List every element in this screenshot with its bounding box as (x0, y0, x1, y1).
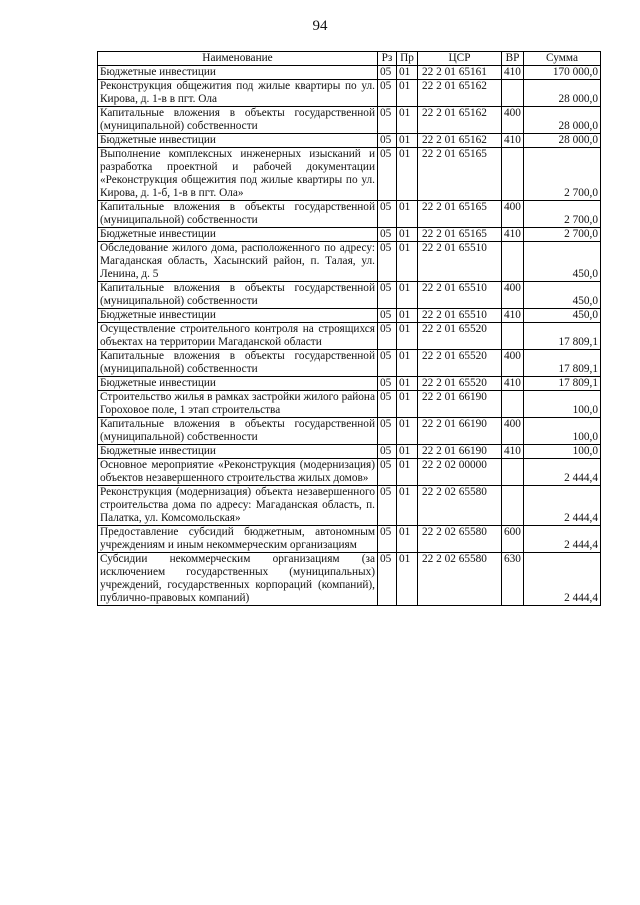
table-body (98, 66, 601, 606)
cell-pr: 01 (397, 309, 418, 323)
cell-pr: 01 (397, 323, 418, 350)
page-number: 94 (312, 18, 328, 34)
cell-csr: 22 2 02 00000 (418, 459, 502, 486)
cell-vr: 400 (502, 350, 524, 377)
cell-rz: 05 (378, 309, 397, 323)
cell-rz: 05 (378, 350, 397, 377)
cell-vr (502, 486, 524, 526)
cell-csr: 22 2 01 65161 (418, 66, 502, 80)
cell-vr: 410 (502, 377, 524, 391)
cell-vr (502, 242, 524, 282)
cell-sum: 2 444,4 (524, 459, 601, 486)
cell-sum: 17 809,1 (524, 377, 601, 391)
header-vr: ВР (502, 52, 524, 66)
cell-vr (502, 391, 524, 418)
cell-vr (502, 80, 524, 107)
cell-vr: 410 (502, 445, 524, 459)
table-row (98, 391, 601, 418)
table-row (98, 228, 601, 242)
table-row (98, 107, 601, 134)
table-row (98, 66, 601, 80)
cell-csr: 22 2 01 65510 (418, 282, 502, 309)
table-row (98, 553, 601, 606)
cell-rz: 05 (378, 242, 397, 282)
cell-name: Предоставление субсидий бюджетным, автономным учреждениям и иным некоммерческим организациям (98, 526, 378, 553)
header-name: Наименование (98, 52, 378, 66)
cell-sum: 2 700,0 (524, 201, 601, 228)
cell-csr: 22 2 01 66190 (418, 391, 502, 418)
cell-csr: 22 2 02 65580 (418, 553, 502, 606)
cell-csr: 22 2 01 65162 (418, 80, 502, 107)
table-row (98, 134, 601, 148)
table-row (98, 350, 601, 377)
cell-rz: 05 (378, 66, 397, 80)
cell-rz: 05 (378, 228, 397, 242)
cell-vr: 630 (502, 553, 524, 606)
table-row (98, 418, 601, 445)
cell-rz: 05 (378, 134, 397, 148)
cell-name: Обследование жилого дома, расположенного по адресу: Магаданская область, Хасынский район, п. Талая, ул. Ленина, д. 5 (98, 242, 378, 282)
cell-csr: 22 2 01 65510 (418, 242, 502, 282)
cell-name: Реконструкция общежития под жилые квартиры по ул. Кирова, д. 1-в в пгт. Ола (98, 80, 378, 107)
cell-pr: 01 (397, 553, 418, 606)
cell-pr: 01 (397, 80, 418, 107)
table-row (98, 242, 601, 282)
cell-csr: 22 2 02 65580 (418, 486, 502, 526)
cell-pr: 01 (397, 526, 418, 553)
cell-csr: 22 2 01 65520 (418, 350, 502, 377)
cell-sum: 450,0 (524, 309, 601, 323)
header-pr: Пр (397, 52, 418, 66)
cell-rz: 05 (378, 445, 397, 459)
table-row (98, 201, 601, 228)
cell-csr: 22 2 01 66190 (418, 418, 502, 445)
cell-rz: 05 (378, 107, 397, 134)
cell-rz: 05 (378, 391, 397, 418)
cell-csr: 22 2 01 65162 (418, 134, 502, 148)
cell-name: Капитальные вложения в объекты государственной (муниципальной) собственности (98, 418, 378, 445)
cell-sum: 100,0 (524, 445, 601, 459)
cell-pr: 01 (397, 418, 418, 445)
cell-pr: 01 (397, 377, 418, 391)
cell-csr: 22 2 01 65165 (418, 201, 502, 228)
cell-name: Реконструкция (модернизация) объекта незавершенного строительства дома по адресу: Магаданская область, п. Палатка, ул. Комсомольская» (98, 486, 378, 526)
table-row (98, 282, 601, 309)
cell-csr: 22 2 01 65165 (418, 228, 502, 242)
table-row (98, 486, 601, 526)
budget-table (97, 51, 601, 606)
cell-name: Осуществление строительного контроля на строящихся объектах на территории Магаданской области (98, 323, 378, 350)
cell-vr (502, 148, 524, 201)
cell-name: Бюджетные инвестиции (98, 377, 378, 391)
cell-pr: 01 (397, 391, 418, 418)
table-row (98, 526, 601, 553)
cell-sum: 170 000,0 (524, 66, 601, 80)
cell-csr: 22 2 01 65520 (418, 377, 502, 391)
table-row (98, 148, 601, 201)
cell-sum: 2 444,4 (524, 486, 601, 526)
table-row (98, 459, 601, 486)
cell-csr: 22 2 02 65580 (418, 526, 502, 553)
cell-name: Бюджетные инвестиции (98, 66, 378, 80)
cell-name: Бюджетные инвестиции (98, 134, 378, 148)
table-row (98, 377, 601, 391)
cell-name: Субсидии некоммерческим организациям (за исключением государственных (муниципальных) учреждений, государственных корпораций (компаний), публично-правовых компаний) (98, 553, 378, 606)
cell-vr: 400 (502, 418, 524, 445)
cell-vr: 410 (502, 228, 524, 242)
cell-name: Капитальные вложения в объекты государственной (муниципальной) собственности (98, 201, 378, 228)
header-sum: Сумма (524, 52, 601, 66)
cell-rz: 05 (378, 282, 397, 309)
cell-name: Капитальные вложения в объекты государственной (муниципальной) собственности (98, 350, 378, 377)
cell-pr: 01 (397, 228, 418, 242)
header-rz: Рз (378, 52, 397, 66)
cell-name: Капитальные вложения в объекты государственной (муниципальной) собственности (98, 107, 378, 134)
cell-name: Капитальные вложения в объекты государственной (муниципальной) собственности (98, 282, 378, 309)
cell-sum: 17 809,1 (524, 350, 601, 377)
cell-vr: 400 (502, 107, 524, 134)
cell-pr: 01 (397, 242, 418, 282)
cell-sum: 450,0 (524, 282, 601, 309)
cell-vr (502, 323, 524, 350)
budget-table-container (97, 51, 600, 606)
cell-name: Бюджетные инвестиции (98, 309, 378, 323)
cell-pr: 01 (397, 350, 418, 377)
cell-rz: 05 (378, 377, 397, 391)
cell-sum: 17 809,1 (524, 323, 601, 350)
cell-pr: 01 (397, 66, 418, 80)
cell-name: Бюджетные инвестиции (98, 228, 378, 242)
cell-pr: 01 (397, 148, 418, 201)
table-row (98, 323, 601, 350)
cell-vr (502, 459, 524, 486)
table-row (98, 80, 601, 107)
cell-rz: 05 (378, 553, 397, 606)
cell-sum: 2 444,4 (524, 553, 601, 606)
cell-pr: 01 (397, 282, 418, 309)
cell-name: Выполнение комплексных инженерных изысканий и разработка проектной и рабочей документации «Реконструкция общежития под жилые квартиры по ул. Кирова, д. 1-б, 1-в в пгт. Ола» (98, 148, 378, 201)
cell-sum: 100,0 (524, 418, 601, 445)
cell-vr: 400 (502, 201, 524, 228)
cell-pr: 01 (397, 459, 418, 486)
cell-name: Основное мероприятие «Реконструкция (модернизация) объектов незавершенного строительства жилых домов» (98, 459, 378, 486)
cell-pr: 01 (397, 134, 418, 148)
cell-vr: 400 (502, 282, 524, 309)
cell-rz: 05 (378, 148, 397, 201)
cell-csr: 22 2 01 65520 (418, 323, 502, 350)
cell-sum: 28 000,0 (524, 107, 601, 134)
cell-sum: 28 000,0 (524, 134, 601, 148)
cell-csr: 22 2 01 65162 (418, 107, 502, 134)
table-row (98, 309, 601, 323)
cell-vr: 410 (502, 66, 524, 80)
header-csr: ЦСР (418, 52, 502, 66)
cell-rz: 05 (378, 459, 397, 486)
cell-rz: 05 (378, 80, 397, 107)
cell-rz: 05 (378, 486, 397, 526)
cell-csr: 22 2 01 65510 (418, 309, 502, 323)
cell-vr: 600 (502, 526, 524, 553)
cell-name: Бюджетные инвестиции (98, 445, 378, 459)
cell-csr: 22 2 01 66190 (418, 445, 502, 459)
cell-vr: 410 (502, 134, 524, 148)
cell-sum: 100,0 (524, 391, 601, 418)
cell-pr: 01 (397, 107, 418, 134)
cell-name: Строительство жилья в рамках застройки жилого района Гороховое поле, 1 этап строительства (98, 391, 378, 418)
cell-pr: 01 (397, 201, 418, 228)
cell-rz: 05 (378, 323, 397, 350)
table-row (98, 445, 601, 459)
cell-sum: 28 000,0 (524, 80, 601, 107)
cell-rz: 05 (378, 201, 397, 228)
table-header-row (98, 52, 601, 66)
cell-vr: 410 (502, 309, 524, 323)
cell-sum: 450,0 (524, 242, 601, 282)
cell-rz: 05 (378, 418, 397, 445)
cell-csr: 22 2 01 65165 (418, 148, 502, 201)
cell-rz: 05 (378, 526, 397, 553)
cell-sum: 2 444,4 (524, 526, 601, 553)
cell-sum: 2 700,0 (524, 148, 601, 201)
cell-pr: 01 (397, 445, 418, 459)
cell-pr: 01 (397, 486, 418, 526)
cell-sum: 2 700,0 (524, 228, 601, 242)
